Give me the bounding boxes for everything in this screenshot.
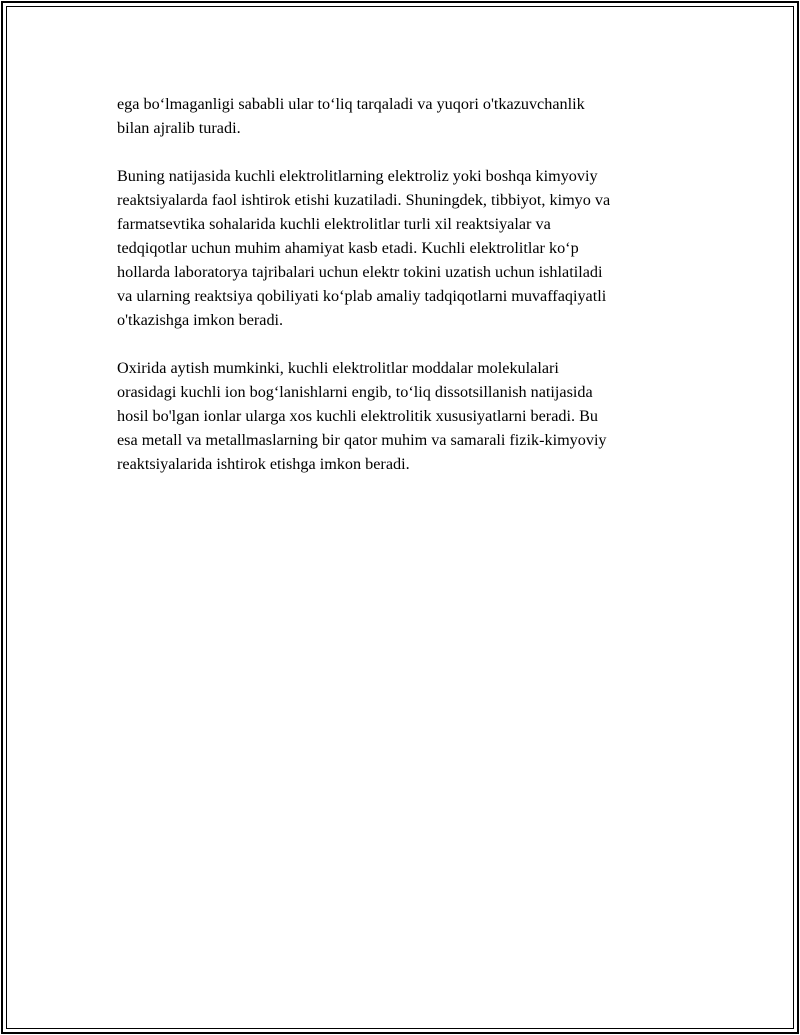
text-line: esa metall va metallmaslarning bir qator muhim va samarali fizik-kimyoviy <box>117 431 607 449</box>
text-line: reaktsiyalarda faol ishtirok etishi kuzatiladi. Shuningdek, tibbiyot, kimyo va <box>117 191 611 209</box>
paragraph-2 <box>117 164 717 332</box>
document-body <box>117 92 717 500</box>
text-line: Buning natijasida kuchli elektrolitlarning elektroliz yoki boshqa kimyoviy <box>117 167 598 185</box>
text-line: ega bo‘lmaganligi sababli ular to‘liq tarqaladi va yuqori o'tkazuvchanlik <box>117 95 585 113</box>
paragraph-1 <box>117 92 717 140</box>
text-line: hosil bo'lgan ionlar ularga xos kuchli elektrolitik xususiyatlarni beradi. Bu <box>117 407 598 425</box>
text-line: hollarda laboratorya tajribalari uchun elektr tokini uzatish uchun ishlatiladi <box>117 263 603 281</box>
text-line: farmatsevtika sohalarida kuchli elektrolitlar turli xil reaktsiyalar va <box>117 215 551 233</box>
text-line: reaktsiyalarida ishtirok etishga imkon beradi. <box>117 455 410 473</box>
text-line: o'tkazishga imkon beradi. <box>117 311 284 329</box>
paragraph-3 <box>117 356 717 476</box>
text-line: Oxirida aytish mumkinki, kuchli elektrolitlar moddalar molekulalari <box>117 359 559 377</box>
text-line: bilan ajralib turadi. <box>117 119 241 137</box>
text-line: orasidagi kuchli ion bog‘lanishlarni engib, to‘liq dissotsillanish natijasida <box>117 383 593 401</box>
text-line: va ularning reaktsiya qobiliyati ko‘plab amaliy tadqiqotlarni muvaffaqiyatli <box>117 287 607 305</box>
text-line: tedqiqotlar uchun muhim ahamiyat kasb etadi. Kuchli elektrolitlar ko‘p <box>117 239 579 257</box>
